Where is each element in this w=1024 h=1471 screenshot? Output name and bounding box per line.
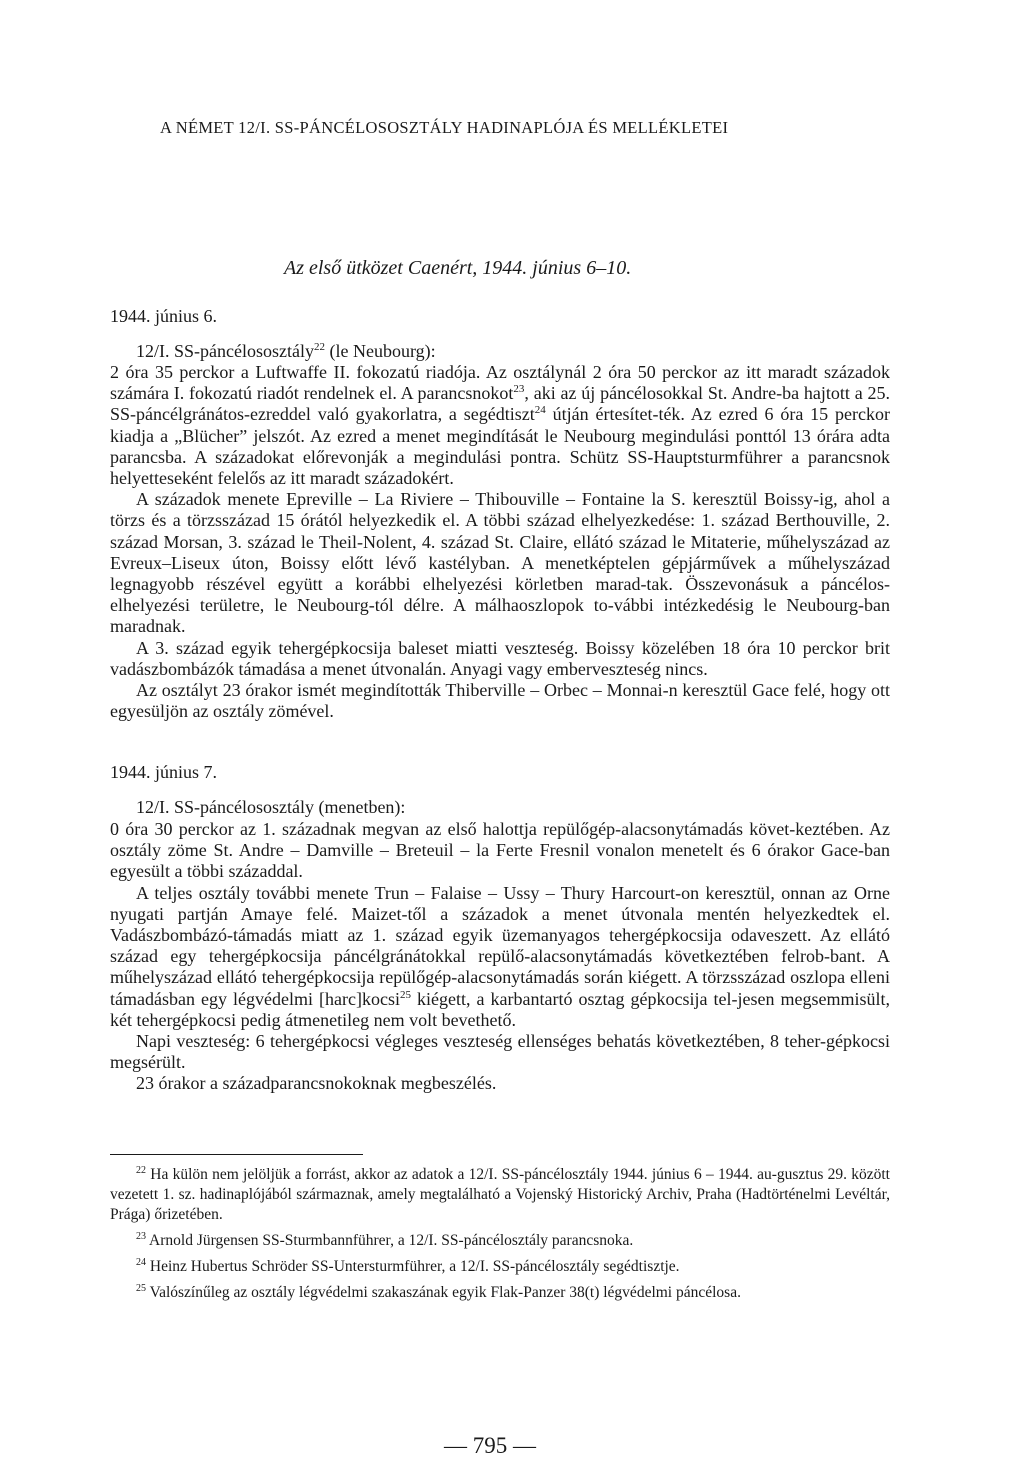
footnote [110,1231,890,1251]
paragraph [110,883,890,1031]
running-header: A NÉMET 12/I. SS-PÁNCÉLOSOSZTÁLY HADINAPLÓJA ÉS MELLÉKLETEI [160,118,729,137]
footnote-number: 25 [136,1283,146,1294]
footnote-text: Valószínűleg az osztály légvédelmi szakaszának egyik Flak-Panzer 38(t) légvédelmi páncélosa. [149,1284,741,1301]
paragraph: Napi veszteség: 6 tehergépkocsi végleges veszteség ellenséges behatás következtében, 8 teher-gépkocsi megsérült. [110,1031,890,1073]
paragraph: Az osztályt 23 órakor ismét megindították Thiberville – Orbec – Monnai-n keresztül Gace felé, hogy ott egyesüljön az osztály zömével. [110,680,890,722]
paragraph: A 3. század egyik tehergépkocsija baleset miatti veszteség. Boissy közelében 18 óra 10 perckor brit vadászbombázók támadása a menet útvonalán. Anyagi vagy emberveszteség nincs. [110,637,890,679]
paragraph-text: kiégett, a karbantartó osztag gépkocsija tel-jesen megsemmisült, két tehergépkocsi pedig átmenetileg nem volt bevethető. [110,988,890,1030]
footnote-number: 23 [136,1231,146,1242]
footnote-divider [110,1154,363,1155]
footnote-number: 22 [136,1165,146,1176]
footnote-ref: 22 [313,341,325,353]
paragraph [110,362,890,489]
footnote-number: 24 [136,1257,146,1268]
footnote-text: Arnold Jürgensen SS-Sturmbannführer, a 12/I. SS-páncélosztály parancsnoka. [149,1232,634,1249]
entry-body [110,819,890,1095]
footnote-ref: 23 [513,383,525,396]
paragraph: 0 óra 30 perckor az 1. századnak megvan az első halottja repülőgép-alacsonytámadás követ-keztében. Az osztály zöme St. Andre – Damville – Breteuil – la Ferte Fresnil vonalon menetelt és 6 órakor Gace-ban egyesült a többi századdal. [110,819,890,882]
section-subtitle: Az első ütközet Caenért, 1944. június 6–10. [284,257,632,279]
paragraph-text: , aki az új páncélosokkal St. Andre-ba hajtott a 25. SS-páncélgránátos-ezreddel való gyakorlatra, a segédtiszt [110,383,890,425]
entry-date: 1944. június 6. [110,306,218,326]
unit-heading-location: (le Neubourg): [324,341,436,361]
unit-heading [136,341,436,362]
entry-body [110,362,890,722]
paragraph: A századok menete Epreville – La Riviere – Thibouville – Fontaine la S. keresztül Boissy-ig, ahol a törzs és a törzsszázad 15 órától helyezkedik el. A többi század elhelyezkedése: 1. század Berthouville, 2. század Morsan, 3. század le Theil-Nolent, 4. század St. Claire, ellátó század le Mitaterie, műhelyszázad az Evreux–Liseux úton, Boissy előtt lévő kastélyban. A menetképtelen gépjárművek a műhelyszázad legnagyobb részével együtt a korábbi elhelyezési körletben marad-tak. Összevonásuk a páncélos-elhelyezési területre, le Neubourg-tól délre. A málhaoszlopok to-vábbi intézkedésig le Neubourg-ban maradnak. [110,489,890,637]
footnote [110,1257,890,1277]
footnote [110,1283,890,1303]
footnote [110,1165,890,1225]
paragraph-text: útján értesítet-ték. Az ezred 6 óra 15 perckor kiadja a „Blücher” jelszót. Az ezred a menet megindítását le Neubourg megindulási ponttól 13 órára adta parancsba. A századokat előrevonják a megindulási pontra. Schütz SS-Hauptsturmführer a parancsnok helyetteseként felelős az itt maradt századokért. [110,404,890,489]
footnote-text: Ha külön nem jelöljük a forrást, akkor az adatok a 12/I. SS-páncélosztály 1944. június 6 – 1944. au-gusztus 29. között vezetett 1. sz. hadinaplójából származnak, amely megtalálható a Vojenský Historický Archiv, Praha (Hadtörténelmi Levéltár, Prága) őrizetében. [110,1166,890,1223]
unit-heading: 12/I. SS-páncélososztály (menetben): [136,797,406,817]
footnote-ref: 25 [399,988,411,1001]
footnote-text: Heinz Hubertus Schröder SS-Untersturmführer, a 12/I. SS-páncélosztály segédtisztje. [149,1258,680,1275]
unit-heading-text: 12/I. SS-páncélososztály [136,341,314,361]
paragraph-text: 2 óra 35 perckor a Luftwaffe II. fokozatú riadója. Az osztálynál 2 óra 50 perckor az itt maradt századok számára I. fokozatú riadót rendelnek el. A parancsnokot [110,362,890,404]
footnote-ref: 24 [534,404,546,417]
paragraph-text: A teljes osztály további menete Trun – Falaise – Ussy – Thury Harcourt-on keresztül, onnan az Orne nyugati partján Amaye felé. Maizet-től a századok a menet útvonala mentén helyezkedtek el. Vadászbombázó-támadás miatt az 1. század egyik üzemanyagos tehergépkocsija odaveszett. Az ellátó század egy tehergépkocsija páncélgránátokkal repülő-alacsonytámadás következtében felrob-bant. A műhelyszázad ellátó tehergépkocsija repülőgép-alacsonytámadás során kiégett. A törzsszázad oszlopa elleni támadásban egy légvédelmi [harc]kocsi [110,882,890,1009]
paragraph: 23 órakor a századparancsnokoknak megbeszélés. [136,1073,497,1094]
entry-date: 1944. június 7. [110,762,218,782]
page-number: — 795 — [444,1433,536,1458]
footnotes [110,1165,890,1309]
